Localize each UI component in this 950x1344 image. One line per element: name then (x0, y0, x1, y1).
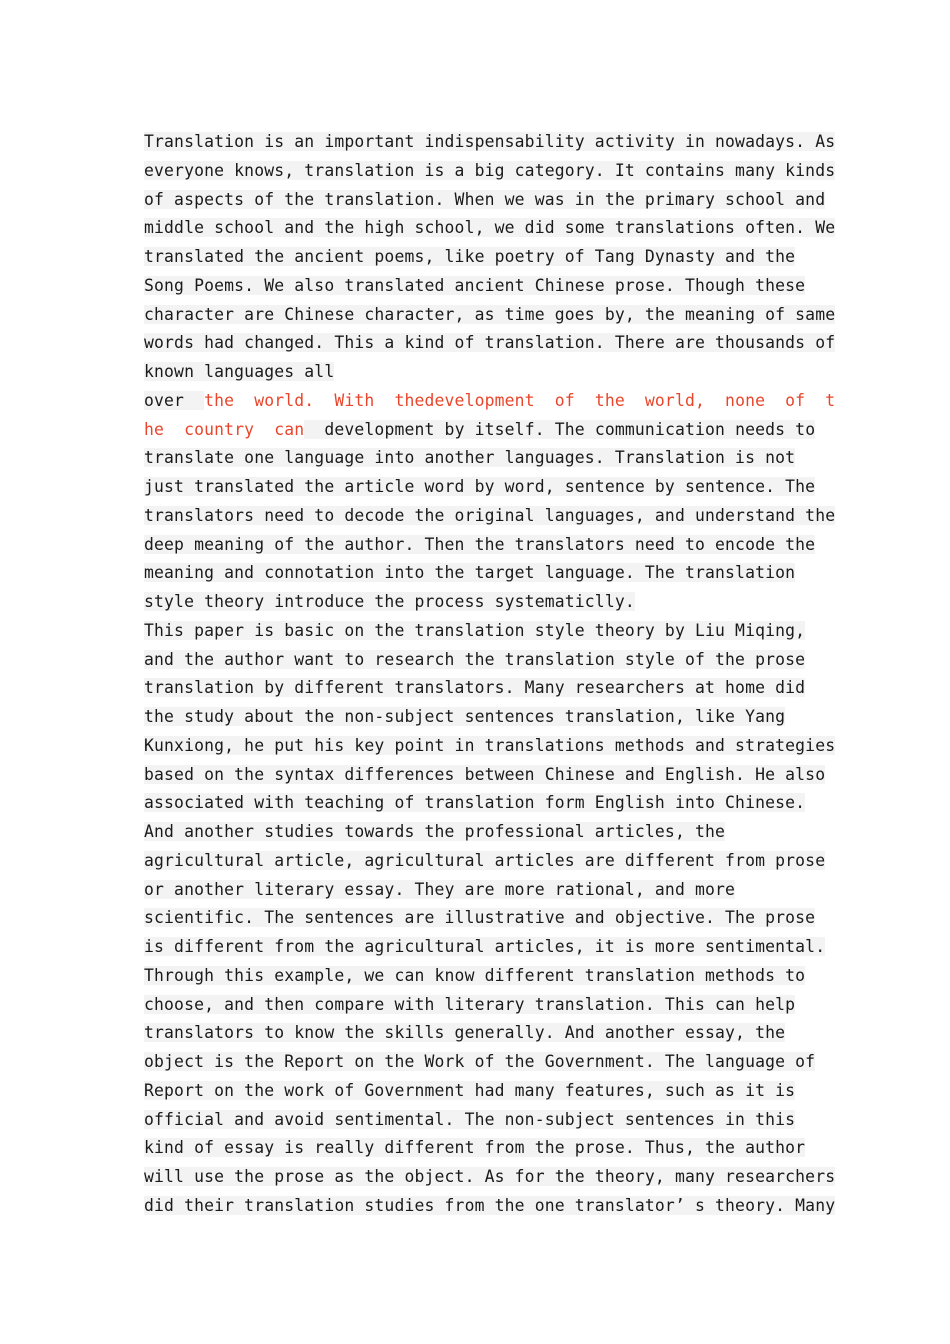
text-line: or another literary essay. They are more rational, and more (144, 879, 736, 899)
paragraph-1 (144, 128, 836, 387)
text-line: words had changed. This a kind of translation. There are thousands of (144, 333, 836, 353)
text-line: associated with teaching of translation form English into Chinese. (144, 793, 806, 813)
highlighted-text: he country can (144, 419, 305, 439)
text-line: will use the prose as the object. As for the theory, many researchers (144, 1167, 836, 1186)
text-line: style theory introduce the process systematiclly. (144, 592, 635, 611)
text-line: meaning and connotation into the target language. The translation (144, 563, 796, 583)
text-line: based on the syntax differences between Chinese and English. He also (144, 764, 826, 784)
text-line: official and avoid sentimental. The non-subject sentences in this (144, 1109, 796, 1129)
text-line: did their translation studies from the one translator’ s theory. Many (144, 1195, 836, 1215)
text-line: everyone knows, translation is a big category. It contains many kinds (144, 160, 836, 180)
text-line: known languages all (144, 362, 335, 381)
text-line: character are Chinese character, as time goes by, the meaning of same (144, 304, 836, 324)
text-line-mixed (144, 387, 836, 416)
text-line: and the author want to research the translation style of the prose (144, 649, 806, 669)
text-line-mixed (144, 416, 816, 445)
text-line: Report on the work of Government had many features, such as it is (144, 1080, 796, 1100)
text-line: translated the ancient poems, like poetry of Tang Dynasty and the (144, 247, 796, 266)
text-line: translation by different translators. Many researchers at home did (144, 678, 806, 698)
text-line: This paper is basic on the translation style theory by Liu Miqing, (144, 620, 806, 640)
text-line: translators need to decode the original languages, and understand the (144, 505, 836, 525)
text-line: deep meaning of the author. Then the translators need to encode the (144, 534, 816, 554)
text-line: translators to know the skills generally. And another essay, the (144, 1023, 786, 1043)
text-line: Kunxiong, he put his key point in translations methods and strategies (144, 735, 836, 755)
document-body (144, 128, 836, 1221)
text-line: translate one language into another languages. Translation is not (144, 448, 796, 468)
text-line: Song Poems. We also translated ancient Chinese prose. Though these (144, 275, 806, 295)
text-line: Translation is an important indispensability activity in nowadays. As (144, 132, 836, 151)
text-line: middle school and the high school, we did some translations often. We (144, 218, 836, 238)
paragraph-2 (144, 387, 836, 617)
text-line: choose, and then compare with literary translation. This can help (144, 994, 796, 1014)
paragraph-3 (144, 617, 836, 1221)
highlighted-text: the world. With thedevelopment of the world, none of t (204, 390, 836, 410)
text-line: And another studies towards the professional articles, the (144, 822, 726, 841)
text-line: agricultural article, agricultural articles are different from prose (144, 850, 826, 870)
text-line: kind of essay is really different from the prose. Thus, the author (144, 1138, 806, 1158)
text-line: of aspects of the translation. When we was in the primary school and (144, 189, 826, 209)
text-line: is different from the agricultural articles, it is more sentimental. (144, 937, 826, 956)
text-line: the study about the non-subject sentences translation, like Yang (144, 707, 786, 726)
text-line: just translated the article word by word, sentence by sentence. The (144, 477, 816, 496)
plain-text: over (144, 390, 205, 410)
text-line: object is the Report on the Work of the Government. The language of (144, 1052, 816, 1071)
text-line: Through this example, we can know different translation methods to (144, 965, 806, 985)
text-line: scientific. The sentences are illustrative and objective. The prose (144, 908, 816, 928)
plain-text: development by itself. The communication needs to (304, 419, 816, 439)
